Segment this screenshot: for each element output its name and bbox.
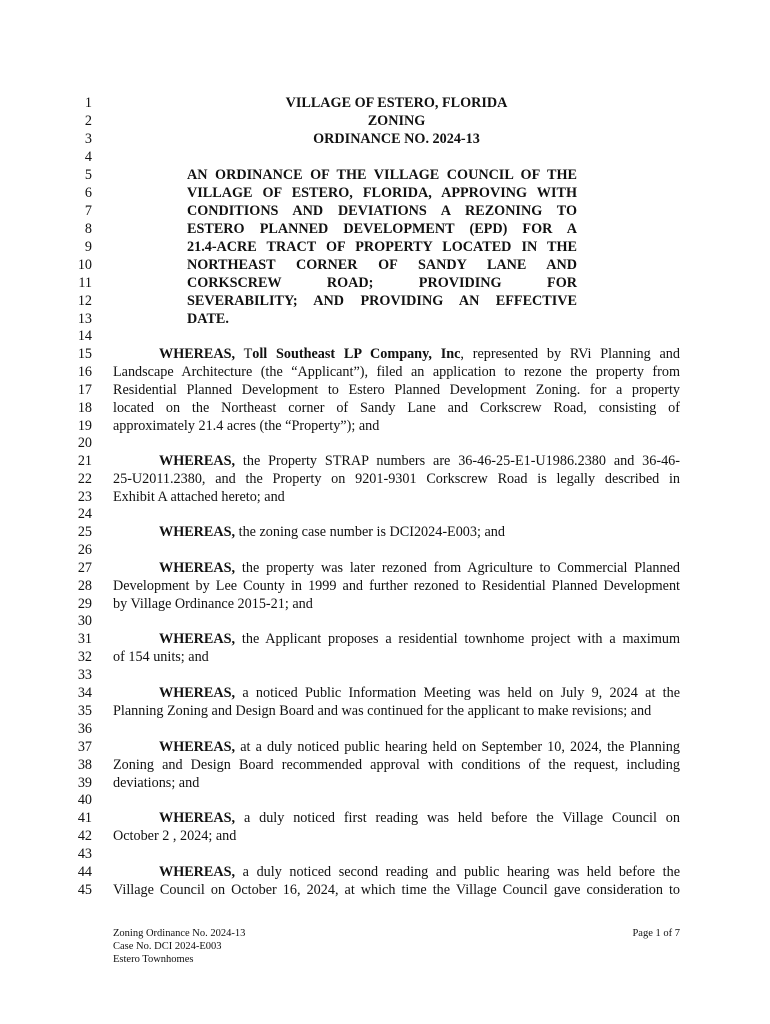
- whereas-label: WHEREAS,: [159, 560, 236, 576]
- whereas-paragraph-9-line: Village Council on October 16, 2024, at which time the Village Council gave consideration to: [113, 882, 680, 898]
- line-number: 8: [84, 221, 92, 237]
- applicant-name: oll Southeast LP Company, Inc: [252, 346, 461, 362]
- whereas-paragraph-7-line: WHEREAS, at a duly noticed public hearing held on September 10, 2024, the Planning: [159, 739, 680, 755]
- whereas-paragraph-2-line: 25-U2011.2380, and the Property on 9201-9301 Corkscrew Road is legally described in: [113, 471, 680, 487]
- line-number: 1: [84, 95, 92, 111]
- title-block-line: ESTERO PLANNED DEVELOPMENT (EPD) FOR A: [187, 221, 577, 237]
- line-number: 40: [77, 792, 92, 808]
- line-number: 32: [77, 649, 92, 665]
- whereas-label: WHEREAS,: [159, 524, 236, 540]
- line-number: 6: [84, 185, 92, 201]
- line-number: 26: [77, 542, 92, 558]
- line-number: 25: [77, 524, 92, 540]
- title-block-line: CONDITIONS AND DEVIATIONS A REZONING TO: [187, 203, 577, 219]
- whereas-paragraph-2-line: Exhibit A attached hereto; and: [113, 489, 285, 505]
- line-number: 42: [77, 828, 92, 844]
- whereas-paragraph-7-line: Zoning and Design Board recommended approval with conditions of the request, including: [113, 757, 680, 773]
- footer-project-name: Estero Townhomes: [113, 954, 194, 965]
- whereas-label: WHEREAS,: [159, 453, 236, 469]
- whereas-paragraph-1-line: Residential Planned Development to Estero Planned Development Zoning. for a property: [113, 382, 680, 398]
- line-number: 19: [77, 418, 92, 434]
- line-number: 30: [77, 613, 92, 629]
- whereas-label: WHEREAS,: [159, 810, 236, 826]
- title-line-3: ORDINANCE NO. 2024-13: [313, 131, 480, 147]
- line-number: 4: [84, 149, 92, 165]
- line-number: 43: [77, 846, 92, 862]
- whereas-paragraph-8-line: October 2 , 2024; and: [113, 828, 237, 844]
- line-number: 16: [77, 364, 92, 380]
- line-number: 14: [77, 328, 92, 344]
- footer-ordinance: Zoning Ordinance No. 2024-13: [113, 928, 246, 939]
- line-number: 13: [77, 311, 92, 327]
- whereas-paragraph-3-line: WHEREAS, the zoning case number is DCI2024-E003; and: [159, 524, 505, 540]
- whereas-paragraph-5-line: of 154 units; and: [113, 649, 209, 665]
- whereas-paragraph-1-line: Landscape Architecture (the “Applicant”), filed an application to rezone the property from: [113, 364, 680, 380]
- line-number: 39: [77, 775, 92, 791]
- line-number: 12: [77, 293, 92, 309]
- line-number: 41: [77, 810, 92, 826]
- line-number: 27: [77, 560, 92, 576]
- whereas-paragraph-1-line: WHEREAS, Toll Southeast LP Company, Inc, represented by RVi Planning and: [159, 346, 680, 362]
- title-block-line: NORTHEAST CORNER OF SANDY LANE AND: [187, 257, 577, 273]
- line-number: 37: [77, 739, 92, 755]
- whereas-paragraph-4-line: by Village Ordinance 2015-21; and: [113, 596, 313, 612]
- whereas-paragraph-6-line: WHEREAS, a noticed Public Information Meeting was held on July 9, 2024 at the: [159, 685, 680, 701]
- whereas-paragraph-7-line: deviations; and: [113, 775, 200, 791]
- whereas-paragraph-2-line: WHEREAS, the Property STRAP numbers are 36-46-25-E1-U1986.2380 and 36-46-: [159, 453, 680, 469]
- title-line-2: ZONING: [367, 113, 426, 129]
- title-block-line: DATE.: [187, 311, 229, 327]
- line-number: 5: [84, 167, 92, 183]
- line-number: 21: [77, 453, 92, 469]
- whereas-paragraph-4-line: WHEREAS, the property was later rezoned from Agriculture to Commercial Planned: [159, 560, 680, 576]
- line-number: 10: [77, 257, 92, 273]
- line-number: 35: [77, 703, 92, 719]
- line-number: 45: [77, 882, 92, 898]
- whereas-paragraph-9-line: WHEREAS, a duly noticed second reading and public hearing was held before the: [159, 864, 680, 880]
- whereas-paragraph-8-line: WHEREAS, a duly noticed first reading was held before the Village Council on: [159, 810, 680, 826]
- title-block-line: SEVERABILITY; AND PROVIDING AN EFFECTIVE: [187, 293, 577, 309]
- whereas-paragraph-5-line: WHEREAS, the Applicant proposes a residential townhome project with a maximum: [159, 631, 680, 647]
- line-number: 33: [77, 667, 92, 683]
- line-number: 28: [77, 578, 92, 594]
- line-number: 44: [77, 864, 92, 880]
- title-block-line: CORKSCREW ROAD; PROVIDING FOR: [187, 275, 577, 291]
- title-block-line: AN ORDINANCE OF THE VILLAGE COUNCIL OF THE: [187, 167, 577, 183]
- whereas-label: WHEREAS,: [159, 631, 236, 647]
- whereas-paragraph-6-line: Planning Zoning and Design Board and was continued for the applicant to make revisions; and: [113, 703, 652, 719]
- whereas-label: WHEREAS,: [159, 864, 236, 880]
- line-number: 36: [77, 721, 92, 737]
- line-number: 17: [77, 382, 92, 398]
- line-number: 9: [84, 239, 92, 255]
- line-number: 23: [77, 489, 92, 505]
- line-number: 3: [84, 131, 92, 147]
- title-line-1: VILLAGE OF ESTERO, FLORIDA: [285, 95, 508, 111]
- whereas-label: WHEREAS,: [159, 346, 236, 362]
- line-number: 24: [77, 506, 92, 522]
- whereas-paragraph-1-line: located on the Northeast corner of Sandy Lane and Corkscrew Road, consisting of: [113, 400, 680, 416]
- line-number: 22: [77, 471, 92, 487]
- line-number: 29: [77, 596, 92, 612]
- line-number: 18: [77, 400, 92, 416]
- footer-case-number: Case No. DCI 2024-E003: [113, 941, 222, 952]
- footer-page-number: Page 1 of 7: [632, 928, 680, 939]
- line-number: 38: [77, 757, 92, 773]
- whereas-paragraph-1-line: approximately 21.4 acres (the “Property”); and: [113, 418, 380, 434]
- line-number: 31: [77, 631, 92, 647]
- line-number: 11: [78, 275, 92, 291]
- line-number: 15: [77, 346, 92, 362]
- whereas-label: WHEREAS,: [159, 739, 236, 755]
- title-block-line: VILLAGE OF ESTERO, FLORIDA, APPROVING WITH: [187, 185, 577, 201]
- title-block-line: 21.4-ACRE TRACT OF PROPERTY LOCATED IN THE: [187, 239, 577, 255]
- line-number: 7: [84, 203, 92, 219]
- whereas-paragraph-4-line: Development by Lee County in 1999 and further rezoned to Residential Planned Development: [113, 578, 680, 594]
- whereas-label: WHEREAS,: [159, 685, 236, 701]
- line-number: 2: [84, 113, 92, 129]
- line-number: 20: [77, 435, 92, 451]
- line-number: 34: [77, 685, 92, 701]
